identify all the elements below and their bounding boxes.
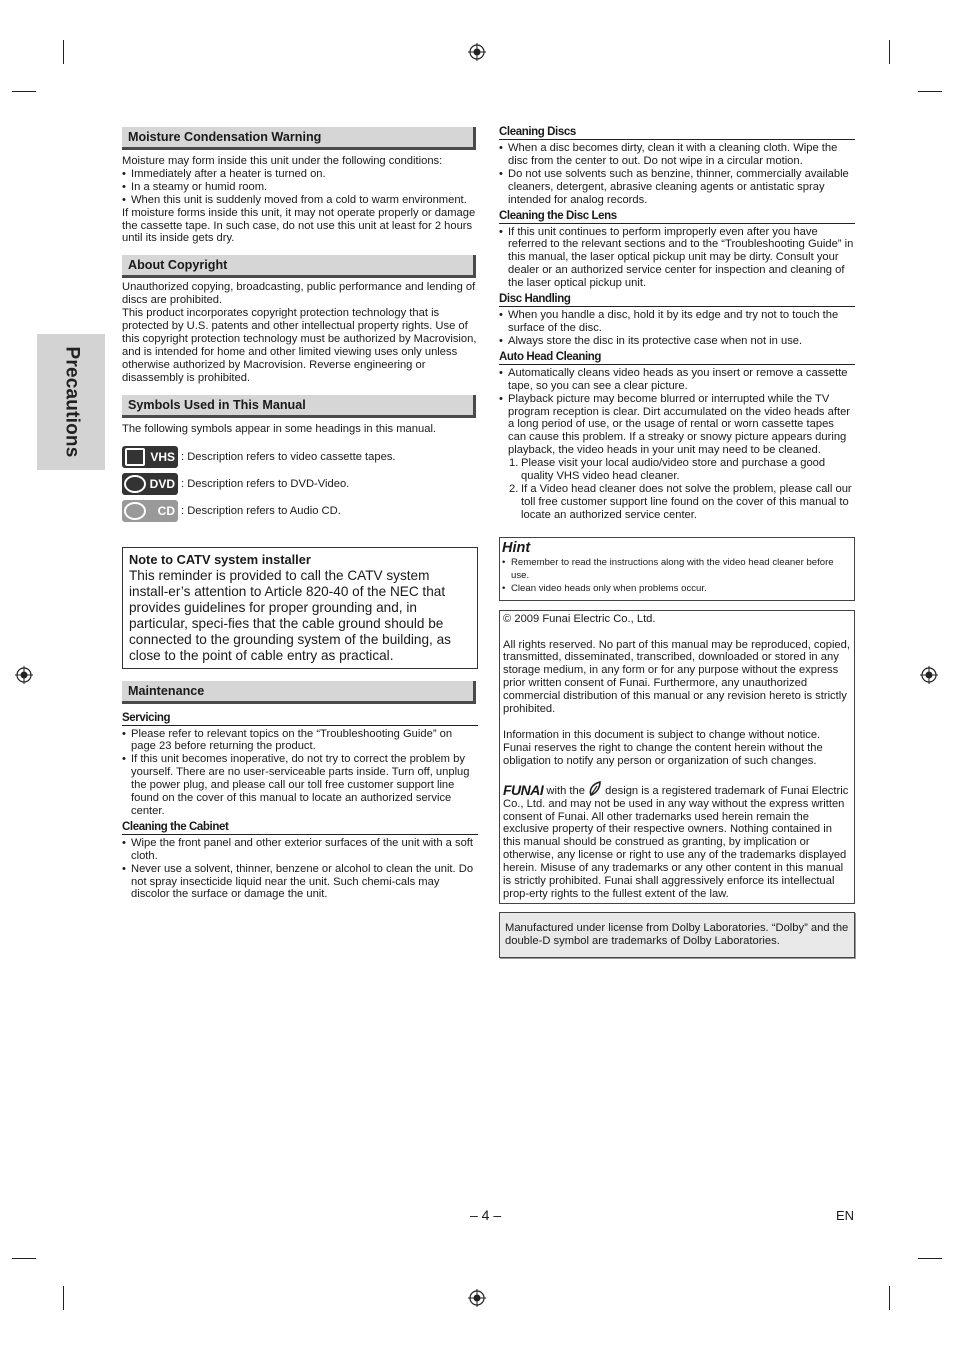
disc-handling-heading: Disc Handling xyxy=(499,293,855,307)
list-item: • Playback picture may become blurred or interrupted while the TV program reception is clear. Dirt accumulated on the video heads after a long period of use, or the usage of rental or worn cassette tapes can cause this problem. If a streaky or snowy picture appears during playback, the video heads in your unit may need to be cleaned. xyxy=(499,393,855,458)
funai-leaf-icon xyxy=(588,781,602,797)
right-column xyxy=(499,126,855,958)
cleaning-discs-heading: Cleaning Discs xyxy=(499,126,855,140)
symbol-desc: : Description refers to DVD-Video. xyxy=(181,477,350,490)
list-item: • In a steamy or humid room. xyxy=(122,181,478,194)
copyright-p2: This product incorporates copyright protection technology that is protected by U.S. patents and other intellectual property rights. Use of this copyright protection technology must be authorized by Macrovision, and is intended for home and other limited viewing uses only unless otherwise authorized by Macrovision. Reverse engineering or disassembly is prohibited. xyxy=(122,307,477,384)
side-section-tab xyxy=(37,334,105,470)
crop-mark xyxy=(918,1258,942,1259)
moisture-section xyxy=(122,155,478,245)
language-code: EN xyxy=(836,1208,855,1223)
moisture-outro: If moisture forms inside this unit, it may not operate properly or damage the cassette tape. In such case, do not use this unit at least for 2 hours until its inside gets dry. xyxy=(122,206,476,245)
list-item: • Do not use solvents such as benzine, thinner, commercially available cleaners, detergent, abrasive cleaning agents or antistatic spray intended for analog records. xyxy=(499,168,855,207)
page-number: – 4 – xyxy=(470,1207,502,1223)
symbols-section xyxy=(122,423,478,525)
cd-icon: CD xyxy=(122,500,178,522)
crop-mark xyxy=(12,91,36,92)
legal-box xyxy=(499,610,855,904)
head-cleaning-heading: Auto Head Cleaning xyxy=(499,351,855,365)
hint-box xyxy=(499,537,855,601)
symbol-row-dvd xyxy=(122,471,478,498)
disc-lens-list xyxy=(499,226,855,291)
list-item: • When you handle a disc, hold it by its edge and try not to touch the surface of the disc. xyxy=(499,309,855,335)
info-text: Information in this document is subject to change without notice. Funai reserves the right to change the content herein without the obligation to notify any person or organization of such changes. xyxy=(503,729,823,767)
list-item: • Remember to read the instructions along with the video head cleaner before use. xyxy=(502,556,850,582)
moisture-list xyxy=(122,168,478,207)
list-item: • Immediately after a heater is turned on. xyxy=(122,168,478,181)
servicing-list xyxy=(122,728,478,818)
list-item: • Always store the disc in its protective case when not in use. xyxy=(499,335,855,348)
list-item: • Automatically cleans video heads as you insert or remove a cassette tape, so you can see a clear picture. xyxy=(499,367,855,393)
list-item: 2. If a Video head cleaner does not solve the problem, please call our toll free customer support line found on the cover of this manual to locate an authorized service center. xyxy=(499,483,855,522)
symbol-row-vhs xyxy=(122,444,478,471)
symbol-desc: : Description refers to video cassette tapes. xyxy=(181,450,396,463)
cabinet-list xyxy=(122,837,478,902)
copyright-p1: Unauthorized copying, broadcasting, public performance and lending of discs are prohibited. xyxy=(122,281,476,307)
cabinet-heading: Cleaning the Cabinet xyxy=(122,821,478,835)
registration-mark-icon xyxy=(468,43,486,61)
catv-note-box xyxy=(122,547,478,669)
hint-title: Hint xyxy=(502,539,531,556)
symbol-row-cd xyxy=(122,498,478,525)
list-item: 1. Please visit your local audio/video store and purchase a good quality VHS video head cleaner. xyxy=(499,457,855,483)
list-item: • If this unit becomes inoperative, do not try to correct the problem by yourself. There are no user-serviceable parts inside. Turn off, unplug the power plug, and please call our toll free customer support line found on the cover of this manual to locate an authorized service center. xyxy=(122,753,478,818)
catv-body: This reminder is provided to call the CATV system install-er’s attention to Article 820-40 of the NEC that provides guidelines for proper grounding and, in particular, speci-fies that the cable ground should be connected to the grounding system of the building, as close to the point of cable entry as practical. xyxy=(129,567,451,663)
head-cleaning-steps xyxy=(499,457,855,522)
funai-logo: FUNAI xyxy=(503,781,544,798)
moisture-heading: Moisture Condensation Warning xyxy=(122,127,476,150)
disc-handling-list xyxy=(499,309,855,348)
dvd-icon: DVD xyxy=(122,473,178,495)
hint-list xyxy=(502,556,850,595)
side-tab-label: Precautions xyxy=(61,346,83,458)
crop-mark xyxy=(889,1286,890,1310)
cleaning-discs-list xyxy=(499,142,855,207)
maintenance-heading: Maintenance xyxy=(122,681,476,704)
dolby-notice: Manufactured under license from Dolby Laboratories. “Dolby” and the double-D symbol are trademarks of Dolby Laboratories. xyxy=(499,912,855,958)
symbols-heading: Symbols Used in This Manual xyxy=(122,395,476,418)
rights-text: All rights reserved. No part of this manual may be reproduced, copied, transmitted, disseminated, transcribed, downloaded or stored in any storage medium, in any form or for any purpose without the express prior written consent of Funai. Furthermore, any unauthorized commercial distribution of this manual or any revision hereto is strictly prohibited. xyxy=(503,638,850,716)
head-cleaning-list xyxy=(499,367,855,457)
crop-mark xyxy=(12,1258,36,1259)
symbol-desc: : Description refers to Audio CD. xyxy=(181,504,341,517)
maintenance-section xyxy=(122,712,478,902)
list-item: • Wipe the front panel and other exterior surfaces of the unit with a soft cloth. xyxy=(122,837,478,863)
vhs-icon: VHS xyxy=(122,446,178,468)
crop-mark xyxy=(63,40,64,64)
copyright-section xyxy=(122,281,478,384)
crop-mark xyxy=(63,1286,64,1310)
crop-mark xyxy=(889,40,890,64)
moisture-intro: Moisture may form inside this unit under the following conditions: xyxy=(122,155,443,167)
trademark-text: FUNAI with the design is a registered trademark of Funai Electric Co., Ltd. and may not be used in any way without the express written consent of Funai. All other trademarks used herein remain the exclusive property of their respective owners. Nothing contained in this manual should be construed as granting, by implication or otherwise, any license or right to use any of the trademarks displayed herein. Misuse of any trademarks or any other content in this manual is strictly prohibited. Funai shall aggressively enforce its intellectual prop-erty rights to the fullest extent of the law. xyxy=(503,781,849,900)
crop-mark xyxy=(918,91,942,92)
registration-mark-icon xyxy=(15,666,33,684)
list-item: • Never use a solvent, thinner, benzene or alcohol to clean the unit. Do not spray insecticide liquid near the unit. Such chemi-cals may discolor the surface or damage the unit. xyxy=(122,863,478,902)
disc-lens-heading: Cleaning the Disc Lens xyxy=(499,210,855,224)
catv-title: Note to CATV system installer xyxy=(129,551,311,567)
list-item: • Please refer to relevant topics on the “Troubleshooting Guide” on page 23 before returning the product. xyxy=(122,728,478,754)
list-item: • When this unit is suddenly moved from a cold to warm environment. xyxy=(122,194,478,207)
registration-mark-icon xyxy=(468,1289,486,1307)
copyright-heading: About Copyright xyxy=(122,255,476,278)
list-item: • When a disc becomes dirty, clean it with a cleaning cloth. Wipe the disc from the center to out. Do not wipe in a circular motion. xyxy=(499,142,855,168)
copyright-line: © 2009 Funai Electric Co., Ltd. xyxy=(503,612,656,625)
servicing-heading: Servicing xyxy=(122,712,478,726)
list-item: • Clean video heads only when problems occur. xyxy=(502,582,850,595)
symbols-intro: The following symbols appear in some headings in this manual. xyxy=(122,422,437,435)
list-item: • If this unit continues to perform improperly even after you have referred to the relevant sections and to the “Troubleshooting Guide” in this manual, the laser optical pickup unit may be dirty. Consult your dealer or an authorized service center for inspection and cleaning of the laser optical pickup unit. xyxy=(499,226,855,291)
left-column xyxy=(122,127,478,901)
registration-mark-icon xyxy=(920,666,938,684)
